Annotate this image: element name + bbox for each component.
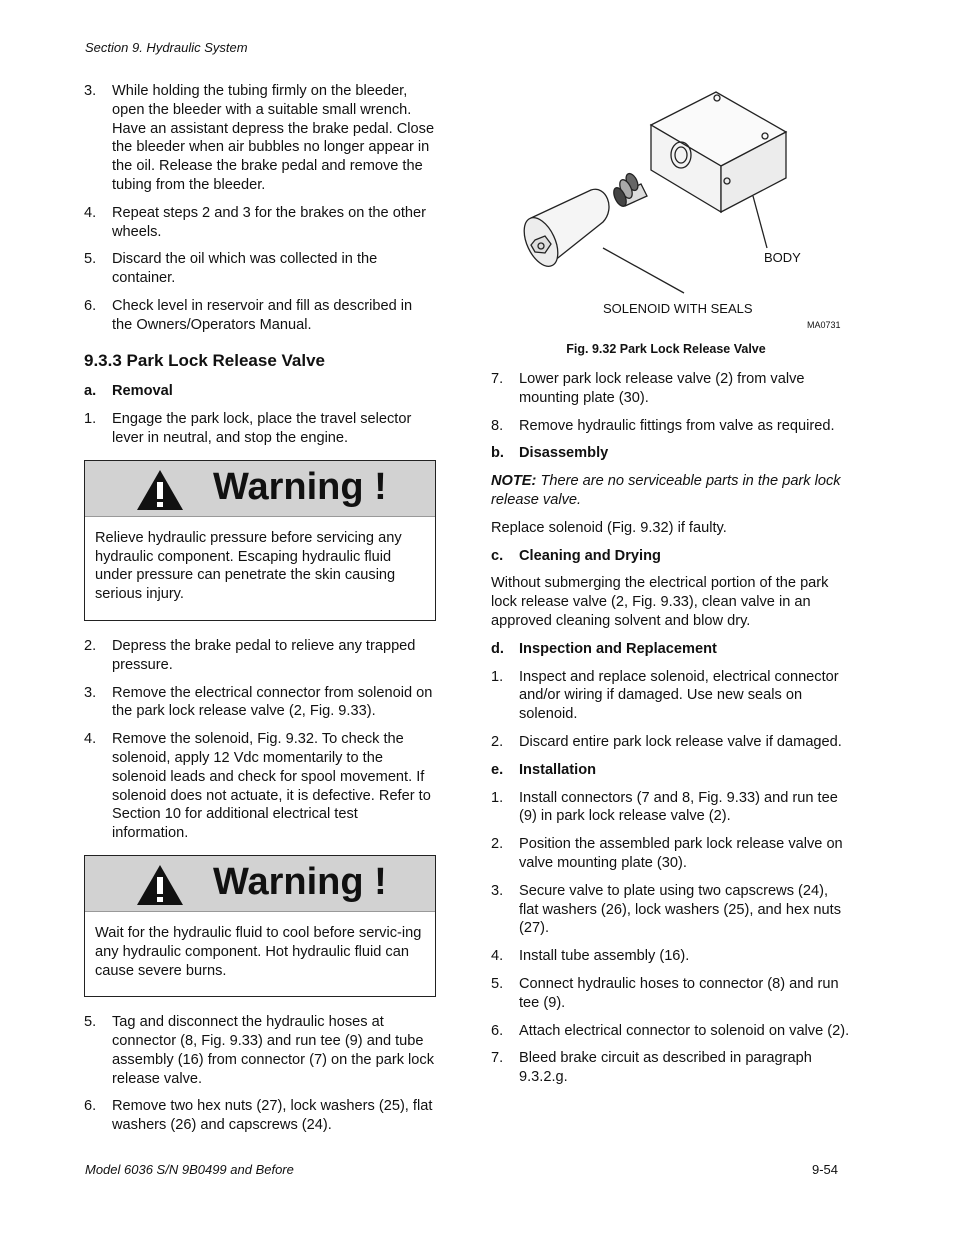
- subsection-heading-cleaning: [491, 547, 851, 566]
- list-item: [491, 370, 851, 408]
- step-number: 4.: [491, 948, 504, 965]
- right-column: [491, 370, 851, 1096]
- figure-park-lock-valve: [491, 80, 851, 365]
- step-text: Remove hydraulic fittings from valve as required.: [519, 417, 835, 434]
- subsection-heading-inspection: [491, 640, 851, 659]
- left-column: [84, 82, 436, 1144]
- note: [491, 472, 851, 510]
- list-item: [84, 410, 436, 448]
- step-number: 6.: [491, 1022, 504, 1039]
- paragraph-replace: Replace solenoid (Fig. 9.32) if faulty.: [491, 519, 727, 536]
- list-item: [491, 1049, 851, 1087]
- subsection-title: Disassembly: [519, 445, 609, 462]
- warning-header: [85, 461, 435, 517]
- step-text: Remove the solenoid, Fig. 9.32. To check the solenoid, apply 12 Vdc momentarily to the solenoid leads and check for spool movement. If solenoid does not actuate, it is defective. Refer to Section 10 for additional electrical test information.: [112, 731, 431, 842]
- label-solenoid-with-seals: SOLENOID WITH SEALS: [603, 301, 753, 316]
- warning-triangle-icon: [135, 863, 185, 907]
- step-number: 3.: [84, 83, 97, 99]
- list-item: [491, 882, 851, 938]
- step-text: Inspect and replace solenoid, electrical connector and/or wiring if damaged. Use new seals on solenoid.: [519, 668, 839, 723]
- step-number: 7.: [491, 371, 504, 387]
- subsection-heading-disassembly: [491, 444, 851, 463]
- figure-code: MA0731: [807, 320, 841, 330]
- running-header: Section 9. Hydraulic System: [85, 40, 248, 55]
- step-text: Attach electrical connector to solenoid on valve (2).: [519, 1022, 850, 1039]
- list-item: [84, 684, 436, 722]
- step-text: While holding the tubing firmly on the bleeder, open the bleeder with a suitable small wrench. Have an assistant depress the brake pedal. Close the bleeder when air bubbles no longer appear in the oil. Release the brake pedal and remove the tubing from the bleeder.: [112, 83, 435, 193]
- step-text: Secure valve to plate using two capscrews (24), flat washers (26), lock washers (25), and hex nuts (27).: [519, 882, 842, 937]
- subsection-letter: e.: [491, 761, 504, 778]
- subsection-title: Cleaning and Drying: [519, 547, 661, 564]
- step-number: 5.: [84, 1014, 97, 1031]
- step-text: Connect hydraulic hoses to connector (8) and run tee (9).: [519, 975, 839, 1011]
- step-number: 2.: [491, 733, 504, 750]
- paragraph-cleaning: Without submerging the electrical portion of the park lock release valve (2, Fig. 9.33), clean valve in an approved cleaning solvent and blow dry.: [491, 575, 829, 629]
- note-text: There are no serviceable parts in the park lock release valve.: [491, 473, 841, 508]
- step-number: 8.: [491, 417, 504, 434]
- warning-box: [84, 855, 436, 997]
- subsection-letter: a.: [84, 383, 97, 400]
- step-number: 4.: [84, 731, 97, 748]
- step-text: Engage the park lock, place the travel selector lever in neutral, and stop the engine.: [112, 411, 412, 446]
- subsection-title: Inspection and Replacement: [519, 640, 717, 657]
- warning-box: [84, 460, 436, 621]
- list-item: [491, 417, 851, 436]
- step-text: Discard the oil which was collected in the container.: [112, 251, 378, 287]
- footer-model: Model 6036 S/N 9B0499 and Before: [85, 1162, 294, 1177]
- step-text: Lower park lock release valve (2) from valve mounting plate (30).: [519, 371, 805, 406]
- step-number: 3.: [84, 684, 97, 701]
- step-number: 6.: [84, 1098, 97, 1115]
- step-text: Position the assembled park lock release valve on valve mounting plate (30).: [519, 836, 843, 871]
- step-number: 7.: [491, 1050, 504, 1067]
- step-text: Remove two hex nuts (27), lock washers (25), flat washers (26) and capscrews (24).: [112, 1098, 433, 1134]
- subsection-letter: b.: [491, 445, 504, 462]
- subsection-heading-removal: [84, 382, 436, 401]
- step-text: Discard entire park lock release valve if damaged.: [519, 733, 842, 750]
- step-text: Bleed brake circuit as described in paragraph 9.3.2.g.: [519, 1050, 812, 1086]
- warning-title: Warning !: [213, 465, 387, 508]
- list-item: [491, 947, 851, 966]
- list-item: [491, 975, 851, 1013]
- subsection-letter: d.: [491, 640, 504, 657]
- warning-text: Relieve hydraulic pressure before servicing any hydraulic component. Escaping hydraulic fluid under pressure can penetrate the skin causing serious injury.: [95, 529, 402, 603]
- subsection-heading-installation: [491, 761, 851, 780]
- label-body: BODY: [764, 250, 801, 265]
- list-item: [84, 730, 436, 843]
- step-number: 1.: [84, 411, 97, 428]
- list-item: [491, 789, 851, 827]
- list-item: [84, 297, 436, 335]
- note-label: NOTE:: [491, 473, 537, 490]
- step-text: Check level in reservoir and fill as described in the Owners/Operators Manual.: [112, 297, 413, 333]
- warning-title: Warning !: [213, 860, 387, 903]
- step-number: 1.: [491, 668, 504, 685]
- step-number: 4.: [84, 204, 97, 221]
- step-number: 6.: [84, 297, 97, 314]
- step-number: 3.: [491, 882, 504, 899]
- step-number: 1.: [491, 789, 504, 806]
- step-text: Tag and disconnect the hydraulic hoses at connector (8, Fig. 9.33) and run tee (9) and tube assembly (16) from connector (7) on the park lock release valve.: [112, 1014, 435, 1087]
- list-item: [84, 250, 436, 288]
- subsection-title: Installation: [519, 761, 597, 778]
- warning-header: [85, 856, 435, 912]
- step-number: 5.: [491, 975, 504, 992]
- figure-caption: Fig. 9.32 Park Lock Release Valve: [566, 342, 766, 356]
- list-item: [84, 1097, 436, 1135]
- list-item: [84, 82, 436, 195]
- list-item: [491, 1022, 851, 1041]
- list-item: [491, 668, 851, 724]
- valve-illustration: [491, 80, 851, 365]
- list-item: [491, 835, 851, 873]
- list-item: [84, 637, 436, 675]
- list-item: [84, 1013, 436, 1088]
- step-text: Remove the electrical connector from solenoid on the park lock release valve (2, Fig. 9.33).: [112, 684, 433, 720]
- warning-text: Wait for the hydraulic fluid to cool before servic-ing any hydraulic component. Hot hydraulic fluid can cause severe burns.: [95, 924, 422, 979]
- step-text: Depress the brake pedal to relieve any trapped pressure.: [112, 637, 416, 673]
- step-text: Install tube assembly (16).: [519, 948, 690, 965]
- page-number: 9-54: [812, 1162, 839, 1177]
- subsection-letter: c.: [491, 547, 504, 564]
- list-item: [491, 733, 851, 752]
- subsection-title: Removal: [112, 383, 173, 400]
- warning-triangle-icon: [135, 468, 185, 512]
- step-number: 2.: [491, 836, 504, 853]
- section-title: 9.3.3 Park Lock Release Valve: [84, 350, 326, 370]
- step-number: 5.: [84, 251, 97, 268]
- step-number: 2.: [84, 637, 97, 654]
- step-text: Repeat steps 2 and 3 for the brakes on the other wheels.: [112, 204, 426, 240]
- list-item: [84, 204, 436, 242]
- step-text: Install connectors (7 and 8, Fig. 9.33) and run tee (9) in park lock release valve (2).: [519, 789, 838, 825]
